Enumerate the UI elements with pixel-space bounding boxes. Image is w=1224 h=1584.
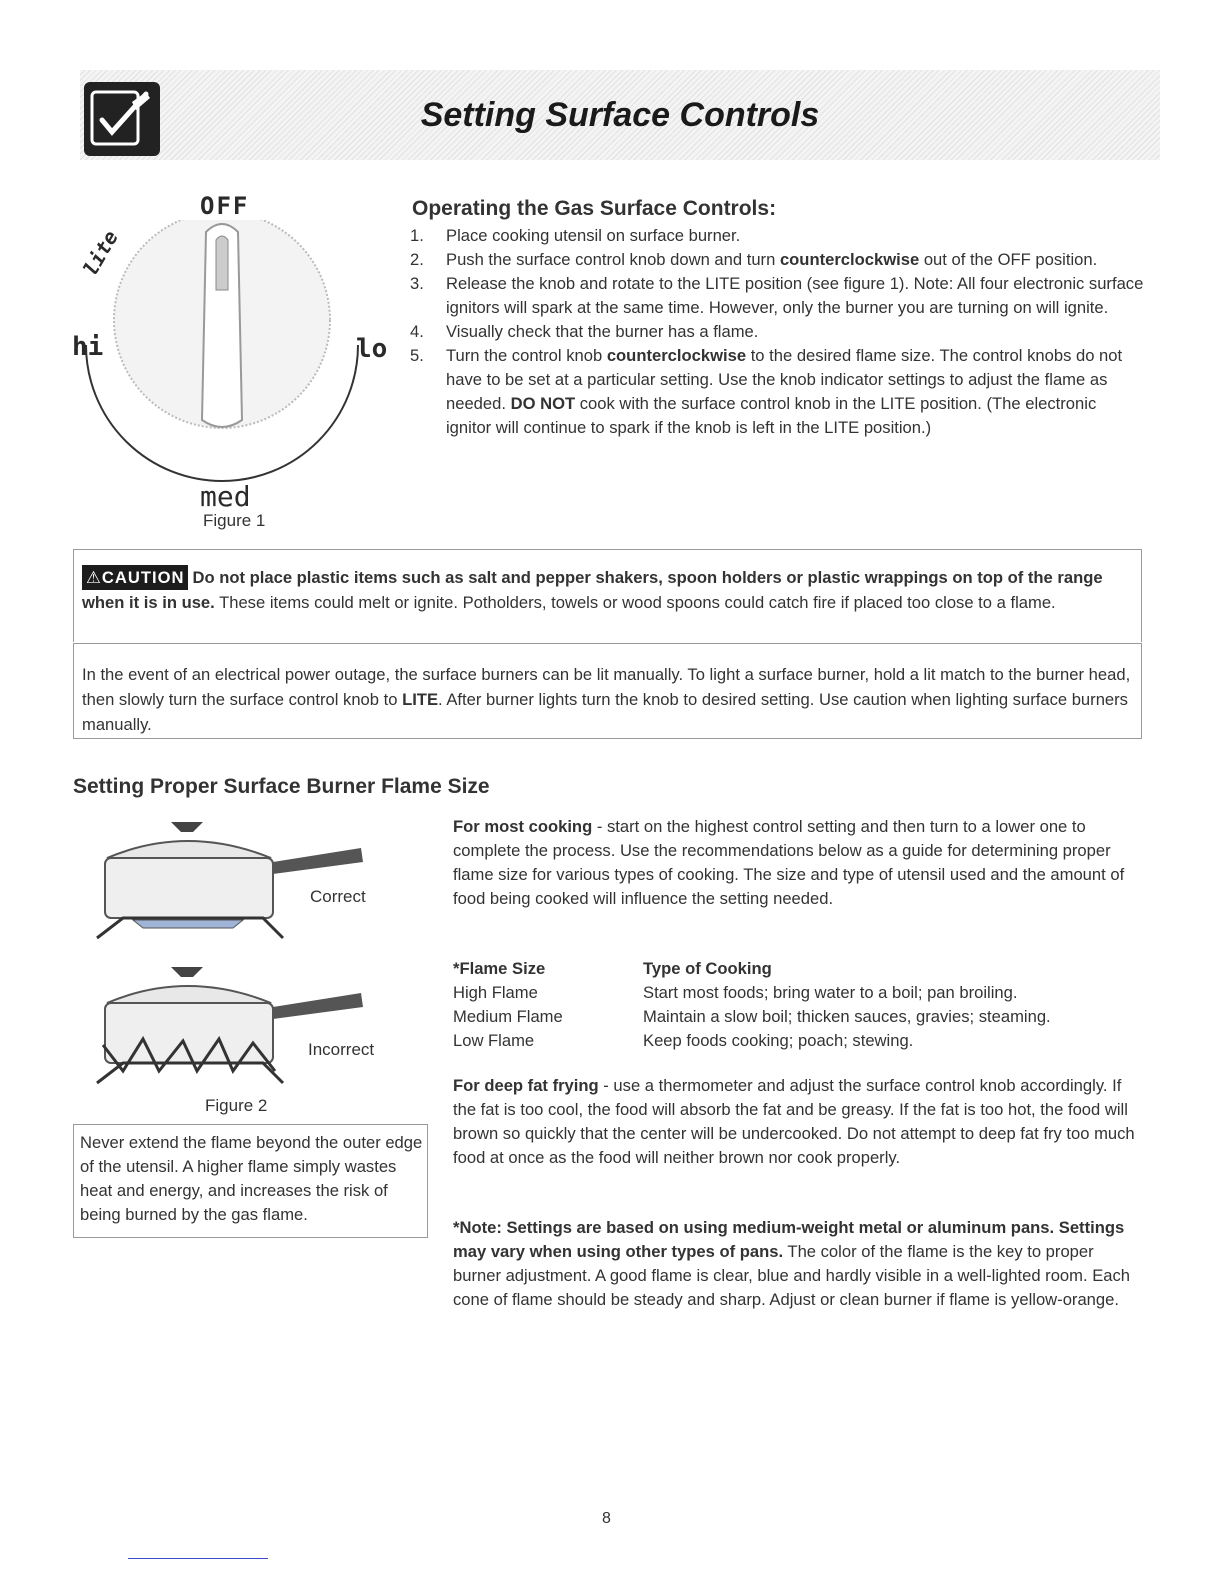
table-header: Type of Cooking [643,959,772,978]
knob-label-lite: lite [78,226,123,280]
step-item: 5. Turn the control knob counterclockwise to the desired flame size. The control knobs do not have to be set at a particular setting. Use the knob indicator settings to adjust the flame as needed. DO NOT cook with the surface control knob in the LITE position. (The electronic ignitor will continue to spark if the knob is left in the LITE position.) [410,346,1123,437]
table-cell: Medium Flame [453,1007,563,1026]
table-cell: Maintain a slow boil; thicken sauces, gravies; steaming. [643,1007,1051,1026]
flame-size-heading: Setting Proper Surface Burner Flame Size [73,775,490,798]
knob-label-med: med [200,480,251,513]
knob-label-off: OFF [200,192,250,220]
deep-frying-paragraph: For deep fat frying - use a thermometer and adjust the surface control knob accordingly. If the fat is too cool, the food will absorb the fat and be greasy. If the fat is too hot, the food will brown so quickly that the center will be undercooked. Do not attempt to deep fat fry too much food at once as the food will neither brown nor cook properly. [453,1076,1135,1167]
table-cell: Keep foods cooking; poach; stewing. [643,1031,914,1050]
power-outage-text: In the event of an electrical power outage, the surface burners can be lit manually. To light a surface burner, hold a lit match to the burner head, then slowly turn the surface control knob to LITE. After burner lights turn the knob to desired setting. Use caution when lighting surface burners manually. [82,665,1131,734]
flame-size-table [453,957,1143,1053]
most-cooking-paragraph: For most cooking - start on the highest control setting and then turn to a lower one to complete the process. Use the recommendations below as a guide for determining proper flame size for various types of cooking. The size and type of utensil used and the amount of food being cooked will influence the setting needed. [453,817,1125,908]
footer-rule [128,1558,268,1559]
table-row [453,1005,1143,1029]
knob-label-hi: hi [72,332,104,362]
table-row [453,981,1143,1005]
figure-1-caption: Figure 1 [203,511,266,530]
page-title: Setting Surface Controls [420,96,820,134]
correct-label: Correct [310,887,366,906]
step-item: 1. Place cooking utensil on surface burner. [410,226,741,245]
step-item: 3. Release the knob and rotate to the LITE position (see figure 1). Note: All four electronic surface ignitors will spark at the same time. However, only the burner you are turning on will ignite. [410,274,1144,317]
warning-icon: ⚠ [86,568,102,587]
flame-warning-text: Never extend the flame beyond the outer edge of the utensil. A higher flame simply wastes heat and energy, and increases the risk of being burned by the gas flame. [80,1133,423,1224]
figure-2-caption: Figure 2 [205,1096,268,1115]
table-cell: Low Flame [453,1031,535,1050]
operating-heading: Operating the Gas Surface Controls: [412,197,777,220]
caution-text: ⚠CAUTION Do not place plastic items such as salt and pepper shakers, spoon holders or plastic wrappings on top of the range when it is in use. These items could melt or ignite. Potholders, towels or wood spoons could catch fire if placed too close to a flame. [82,565,1134,615]
step-item: 4. Visually check that the burner has a flame. [410,322,759,341]
operating-steps-list [410,224,1145,440]
table-header: *Flame Size [453,959,546,978]
knob-label-lo: lo [356,334,388,364]
table-cell: Start most foods; bring water to a boil; pan broiling. [643,983,1018,1002]
step-item: 2. Push the surface control knob down and turn counterclockwise out of the OFF position. [410,250,1098,269]
table-cell: High Flame [453,983,538,1002]
incorrect-label: Incorrect [308,1040,375,1059]
table-header-row [453,957,1143,981]
table-row [453,1029,1143,1053]
correct-flame-illustration [93,818,383,943]
edit-check-icon [84,82,160,156]
caution-badge: ⚠CAUTION [82,565,188,590]
incorrect-flame-illustration [93,963,383,1088]
page-number: 8 [602,1510,611,1527]
settings-note-paragraph: *Note: Settings are based on using medium-weight metal or aluminum pans. Settings may vary when using other types of pans. The color of the flame is the key to proper burner adjustment. A good flame is clear, blue and hardly visible in a well-lighted room. Each cone of flame should be steady and sharp. Adjust or clean burner if flame is yellow-orange. [453,1218,1131,1309]
